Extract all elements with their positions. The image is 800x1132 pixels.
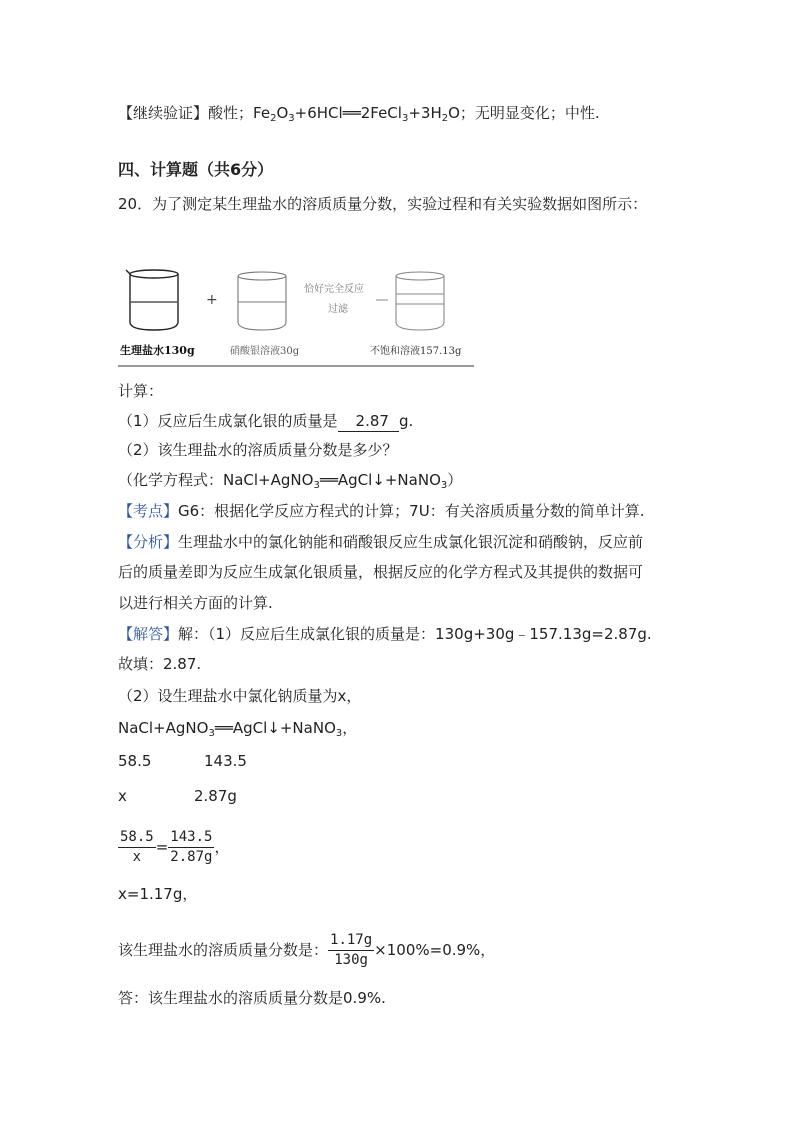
arrow-text-1: 恰好完全反应 [304,284,364,295]
x-result: x=1.17g， [118,885,198,903]
plus-sign: + [206,292,218,308]
verify-tag: 【继续验证】 [118,104,209,122]
section-title: 四、计算题（共6分） [118,160,274,179]
fraction-left: $\frac{58.5}{x}$ [120,829,154,865]
equation-hint: （化学方程式：NaCl+AgNO$_3$══AgCl↓+NaNO$_3$） [118,471,463,491]
beaker-saline-icon [126,270,178,330]
final-answer: 答：该生理盐水的溶质质量分数是0.9%. [118,989,386,1007]
fraction-percent: $\frac{1.17g}{130g}$ [330,932,373,968]
set-x-line: （2）设生理盐水中氯化钠质量为x， [118,687,362,705]
ratio-equation: $\frac{58.5}{x}$ = $\frac{143.5}{2.87g}$ ， [120,829,230,865]
question-20: 20．为了测定某生理盐水的溶质质量分数，实验过程和有关实验数据如图所示： [118,195,648,213]
jieda-tag: 【解答】 [118,625,179,643]
arrow-text-2: 过滤 [328,304,348,315]
fenxi-tag: 【分析】 [118,533,179,551]
label-saline: 生理盐水130g [120,344,195,357]
calc-label: 计算： [118,382,164,400]
percent-line: 该生理盐水的溶质质量分数是： $\frac{1.17g}{130g}$ ×100%=0.9%， [118,932,496,968]
label-solution: 不饱和溶液157.13g [370,346,462,357]
reaction-equation: NaCl+AgNO$_3$══AgCl↓+NaNO$_3$， [118,719,358,739]
answer-blank: 2.87 [338,411,399,432]
verify-line: 【继续验证】酸性；$Fe_2O_3+6HCl══2FeCl_3+3H_2O$；无明显变化；中性. [118,104,600,124]
mass-row-1: 58.5 143.5 [118,752,247,770]
jieda-line: 【解答】解：（1）反应后生成氯化银的质量是：130g+30g﹣157.13g=2.87g. [118,625,652,643]
guti-line: 故填：2.87. [118,655,202,673]
fraction-right: $\frac{143.5}{2.87g}$ [170,829,213,865]
question-1: （1）反应后生成氯化银的质量是 2.87 g. [118,412,414,430]
fenxi-line-2: 后的质量差即为反应生成氯化银质量，根据反应的化学方程式及其提供的数据可 [118,563,644,581]
beaker-solution-icon [396,272,444,330]
beaker-silver-nitrate-icon [238,272,286,330]
fenxi-line-3: 以进行相关方面的计算. [118,594,273,612]
label-silver-nitrate: 硝酸银溶液30g [230,346,300,357]
kaodian-tag: 【考点】 [118,502,179,520]
question-2: （2）该生理盐水的溶质质量分数是多少？ [118,441,398,459]
fenxi-line-1: 【分析】生理盐水中的氯化钠能和硝酸银反应生成氯化银沉淀和硝酸钠，反应前 [118,533,644,551]
mass-row-2: x 2.87g [118,787,237,805]
experiment-figure [118,262,474,370]
kaodian-line: 【考点】G6：根据化学反应方程式的计算；7U：有关溶质质量分数的简单计算. [118,502,645,520]
